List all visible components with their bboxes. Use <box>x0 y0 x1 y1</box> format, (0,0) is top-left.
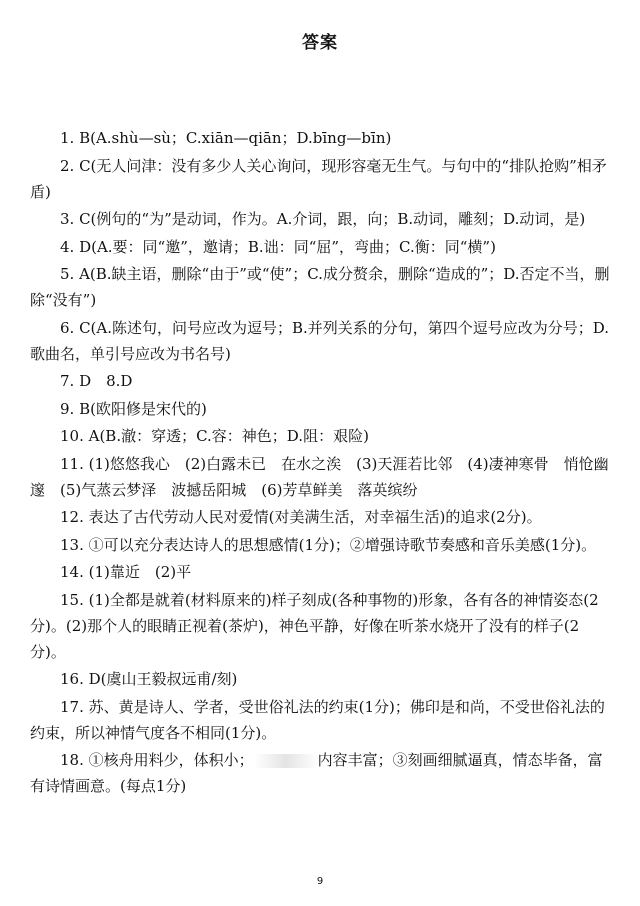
answer-3: 3. C(例句的“为”是动词，作为。A.介词，跟，向；B.动词，雕刻；D.动词，是) <box>60 210 586 228</box>
answer-4: 4. D(A.要：同“邀”，邀请；B.诎：同“屈”，弯曲；C.衡：同“横”) <box>60 237 496 256</box>
answer-10: 10. A(B.澈：穿透；C.容：神色；D.阻：艰险) <box>60 427 369 445</box>
answer-18-part-2: 内容丰富；③刻画细腻逼真，情态毕备，富有诗情画意。(每点1分) <box>30 751 603 795</box>
answer-7-8: 7. D 8.D <box>60 372 133 390</box>
page-number: 9 <box>316 876 324 887</box>
answer-list <box>30 125 614 801</box>
page-title: 答案 <box>302 33 338 53</box>
answer-18-part-1: 18. ①核舟用料少，体积小； <box>60 751 254 769</box>
answer-15: 15. (1)全都是就着(材料原来的)样子刻成(各种事物的)形象，各有各的神情姿态(2分)。(2)那个人的眼睛正视着(茶炉)，神色平静，好像在听茶水烧开了没有的样子(2分)。 <box>30 590 599 661</box>
answer-11: 11. (1)悠悠我心 (2)白露未已 在水之涘 (3)天涯若比邻 (4)凄神寒骨 悄怆幽邃 (5)气蒸云梦泽 波撼岳阳城 (6)芳草鲜美 落英缤纷 <box>30 454 609 499</box>
answer-6: 6. C(A.陈述句，问号应改为逗号；B.并列关系的分句，第四个逗号应改为分号；D.歌曲名，单引号应改为书名号) <box>30 318 610 363</box>
answer-17: 17. 苏、黄是诗人、学者，受世俗礼法的约束(1分)；佛印是和尚，不受世俗礼法的约束，所以神情气度各不相同(1分)。 <box>30 697 605 742</box>
answer-2: 2. C(无人问津：没有多少人关心询问，现形容毫无生气。与句中的“排队抢购”相矛盾) <box>30 156 607 201</box>
answer-9: 9. B(欧阳修是宋代的) <box>60 399 207 418</box>
answer-5: 5. A(B.缺主语，删除“由于”或“使”；C.成分赘余，删除“造成的”；D.否定不当，删除“没有”) <box>30 265 610 309</box>
answer-13: 13. ①可以充分表达诗人的思想感情(1分)；②增强诗歌节奏感和音乐美感(1分)。 <box>60 535 597 554</box>
answer-1: 1. B(A.shù—sù；C.xiān—qiān；D.bīng—bīn) <box>60 129 392 147</box>
answer-18 <box>30 747 614 799</box>
answer-16: 16. D(虞山王毅叔远甫/刻) <box>60 670 238 688</box>
blurred-text-redaction <box>254 754 318 768</box>
answer-12: 12. 表达了古代劳动人民对爱情(对美满生活，对幸福生活)的追求(2分)。 <box>60 508 542 526</box>
answer-14: 14. (1)靠近 (2)平 <box>60 563 192 581</box>
